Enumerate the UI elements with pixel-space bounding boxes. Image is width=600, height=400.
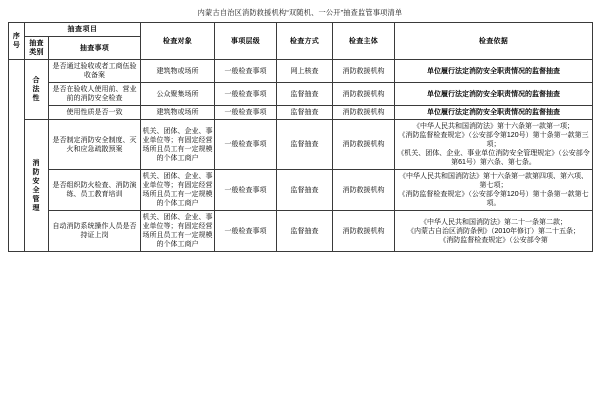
method-text: 监督抽查	[277, 120, 333, 170]
header-basis: 检查依据	[395, 23, 593, 60]
header-item: 抽查事项	[49, 37, 141, 60]
method-text: 监督抽查	[277, 83, 333, 106]
object-text: 建筑物或场所	[141, 60, 215, 83]
object-text: 公众聚集场所	[141, 83, 215, 106]
item-text: 是否通过验收或者工商伍验收备案	[49, 60, 141, 83]
category-fire-safety-label: 消 防 安 全 管 理	[32, 159, 41, 212]
header-seq	[9, 23, 25, 60]
method-text: 网上核查	[277, 60, 333, 83]
method-text: 监督抽查	[277, 170, 333, 211]
subject-text: 消防救援机构	[333, 120, 395, 170]
nature-text: 一般检查事项	[215, 83, 277, 106]
item-text: 是否在验收人使用前、营业前的消防安全检查	[49, 83, 141, 106]
basis-line: 《中华人民共和国消防法》第二十一条第二款；	[420, 218, 567, 226]
basis-cell	[395, 170, 593, 211]
page-title: 内蒙古自治区消防救援机构“双随机、一公开”抽查监管事项清单	[197, 8, 403, 17]
basis-line: 《中华人民共和国消防法》第十六条第一款第四项、第六项、第七项；	[399, 173, 588, 189]
nature-text: 一般检查事项	[215, 106, 277, 120]
row-seq-merged	[9, 60, 25, 252]
object-text: 建筑物或场所	[141, 106, 215, 120]
basis-text: 单位履行法定消防安全职责情况的监督抽查	[395, 106, 593, 120]
basis-line: 《消防监督检查规定》（公安部令第120号）第十条第一款第三项；	[398, 132, 589, 148]
basis-text: 单位履行法定消防安全职责情况的监督抽查	[395, 60, 593, 83]
basis-text: 单位履行法定消防安全职责情况的监督抽查	[395, 83, 593, 106]
basis-cell	[395, 211, 593, 252]
table-row	[9, 106, 593, 120]
table-row	[9, 211, 593, 252]
header-category: 抽查类别	[25, 37, 49, 60]
table-row	[9, 60, 593, 83]
header-seq-line1: 序	[12, 33, 21, 40]
table-header-row-1	[9, 23, 593, 37]
subject-text: 消防救援机构	[333, 106, 395, 120]
nature-text: 一般检查事项	[215, 60, 277, 83]
subject-text: 消防救援机构	[333, 60, 395, 83]
item-text: 是否制定消防安全制度、灭火和应急疏散预案	[49, 120, 141, 170]
table-row	[9, 83, 593, 106]
item-text: 自动消防系统操作人员是否持证上岗	[49, 211, 141, 252]
header-nature: 事项层级	[215, 23, 277, 60]
item-text: 是否组织防火检查、消防演练、员工教育培训	[49, 170, 141, 211]
basis-line: 《内蒙古自治区消防条例》（2010年修订）第二十五条；	[406, 227, 581, 235]
basis-line: 《机关、团体、企业、事业单位消防安全管理规定》（公安部令第61号）第六条、第七条。	[397, 150, 590, 166]
nature-text: 一般检查事项	[215, 170, 277, 211]
header-object: 检查对象	[141, 23, 215, 60]
method-text: 监督抽查	[277, 211, 333, 252]
header-group: 抽查项目	[25, 23, 141, 37]
header-subject: 检查主体	[333, 23, 395, 60]
object-text: 机关、团体、企业、事业单位等；有固定经营场所且员工有一定规模的个体工商户	[141, 211, 215, 252]
basis-cell	[395, 120, 593, 170]
object-text: 机关、团体、企业、事业单位等；有固定经营场所且员工有一定规模的个体工商户	[141, 170, 215, 211]
category-legality-label: 合 法 性	[32, 77, 41, 102]
basis-line: 《消防监督检查规定》（公安部令第	[439, 236, 548, 244]
basis-line: 《消防监督检查规定》（公安部令第120号）第十条第一款第七项。	[398, 191, 589, 207]
category-cell-fire-safety-management	[25, 120, 49, 252]
header-method: 检查方式	[277, 23, 333, 60]
table-row	[9, 170, 593, 211]
table-row	[9, 120, 593, 170]
method-text: 监督抽查	[277, 106, 333, 120]
nature-text: 一般检查事项	[215, 120, 277, 170]
header-seq-line2: 号	[12, 42, 21, 49]
basis-line: 《中华人民共和国消防法》第十六条第一款第一项；	[413, 123, 574, 130]
category-cell-legality	[25, 60, 49, 120]
nature-text: 一般检查事项	[215, 211, 277, 252]
object-text: 机关、团体、企业、事业单位等；有固定经营场所且员工有一定规模的个体工商户	[141, 120, 215, 170]
item-text: 使用性质是否一致	[49, 106, 141, 120]
subject-text: 消防救援机构	[333, 170, 395, 211]
inspection-items-table	[8, 22, 593, 252]
subject-text: 消防救援机构	[333, 211, 395, 252]
subject-text: 消防救援机构	[333, 83, 395, 106]
